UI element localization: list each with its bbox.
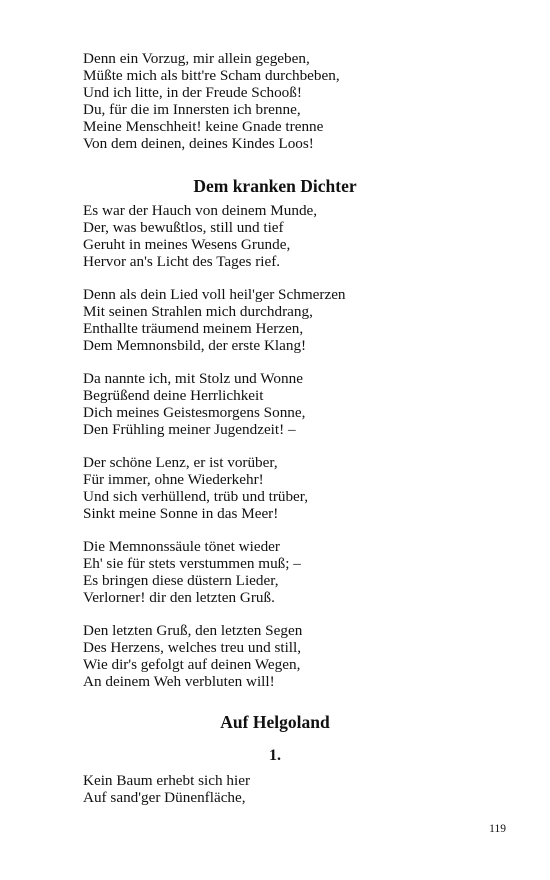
verse-line: Verlorner! dir den letzten Gruß. — [83, 589, 275, 606]
verse-line: Der schöne Lenz, er ist vorüber, — [83, 454, 278, 471]
verse-line: Kein Baum erhebt sich hier — [83, 772, 251, 789]
verse-line: Und ich litte, in der Freude Schooß! — [83, 84, 302, 101]
verse-line: Den Frühling meiner Jugendzeit! – — [83, 421, 296, 438]
page-number: 119 — [489, 823, 506, 835]
verse-line: Dem Memnonsbild, der erste Klang! — [83, 337, 307, 354]
verse-line: Geruht in meines Wesens Grunde, — [83, 236, 291, 253]
verse-line: Des Herzens, welches treu und still, — [83, 639, 302, 656]
verse-line: Und sich verhüllend, trüb und trüber, — [83, 488, 309, 505]
verse-line: Es bringen diese düstern Lieder, — [83, 572, 279, 589]
poem-body — [83, 202, 513, 706]
verse-line: Von dem deinen, deines Kindes Loos! — [83, 135, 314, 152]
verse-line: Für immer, ohne Wiederkehr! — [83, 471, 264, 488]
verse-line: Mit seinen Strahlen mich durchdrang, — [83, 303, 313, 320]
stanza — [83, 454, 513, 522]
verse-line: An deinem Weh verbluten will! — [83, 673, 275, 690]
poem-title: Dem kranken Dichter — [193, 176, 357, 196]
intro-stanza — [83, 50, 513, 152]
verse-line: Der, was bewußtlos, still und tief — [83, 219, 284, 236]
verse-line: Hervor an's Licht des Tages rief. — [83, 253, 281, 270]
verse-line: Eh' sie für stets verstummen muß; – — [83, 555, 301, 572]
verse-line: Da nannte ich, mit Stolz und Wonne — [83, 370, 303, 387]
poem-body — [83, 772, 513, 806]
verse-line: Denn ein Vorzug, mir allein gegeben, — [83, 50, 310, 67]
verse-line: Müßte mich als bitt're Scham durchbeben, — [83, 67, 340, 84]
verse-line: Begrüßend deine Herrlichkeit — [83, 387, 264, 404]
verse-line: Du, für die im Innersten ich brenne, — [83, 101, 301, 118]
poem-title: Auf Helgoland — [220, 712, 330, 732]
section-number: 1. — [269, 747, 281, 764]
stanza — [83, 370, 513, 438]
verse-line: Denn als dein Lied voll heil'ger Schmerzen — [83, 286, 346, 303]
stanza — [83, 202, 513, 270]
verse-line: Die Memnonssäule tönet wieder — [83, 538, 280, 555]
verse-line: Auf sand'ger Dünenfläche, — [83, 789, 246, 806]
stanza — [83, 286, 513, 354]
stanza — [83, 622, 513, 690]
verse-line: Wie dir's gefolgt auf deinen Wegen, — [83, 656, 301, 673]
verse-line: Dich meines Geistesmorgens Sonne, — [83, 404, 306, 421]
verse-line: Den letzten Gruß, den letzten Segen — [83, 622, 303, 639]
verse-line: Enthallte träumend meinem Herzen, — [83, 320, 304, 337]
verse-line: Es war der Hauch von deinem Munde, — [83, 202, 318, 219]
verse-line: Sinkt meine Sonne in das Meer! — [83, 505, 279, 522]
verse-line: Meine Menschheit! keine Gnade trenne — [83, 118, 324, 135]
stanza — [83, 538, 513, 606]
